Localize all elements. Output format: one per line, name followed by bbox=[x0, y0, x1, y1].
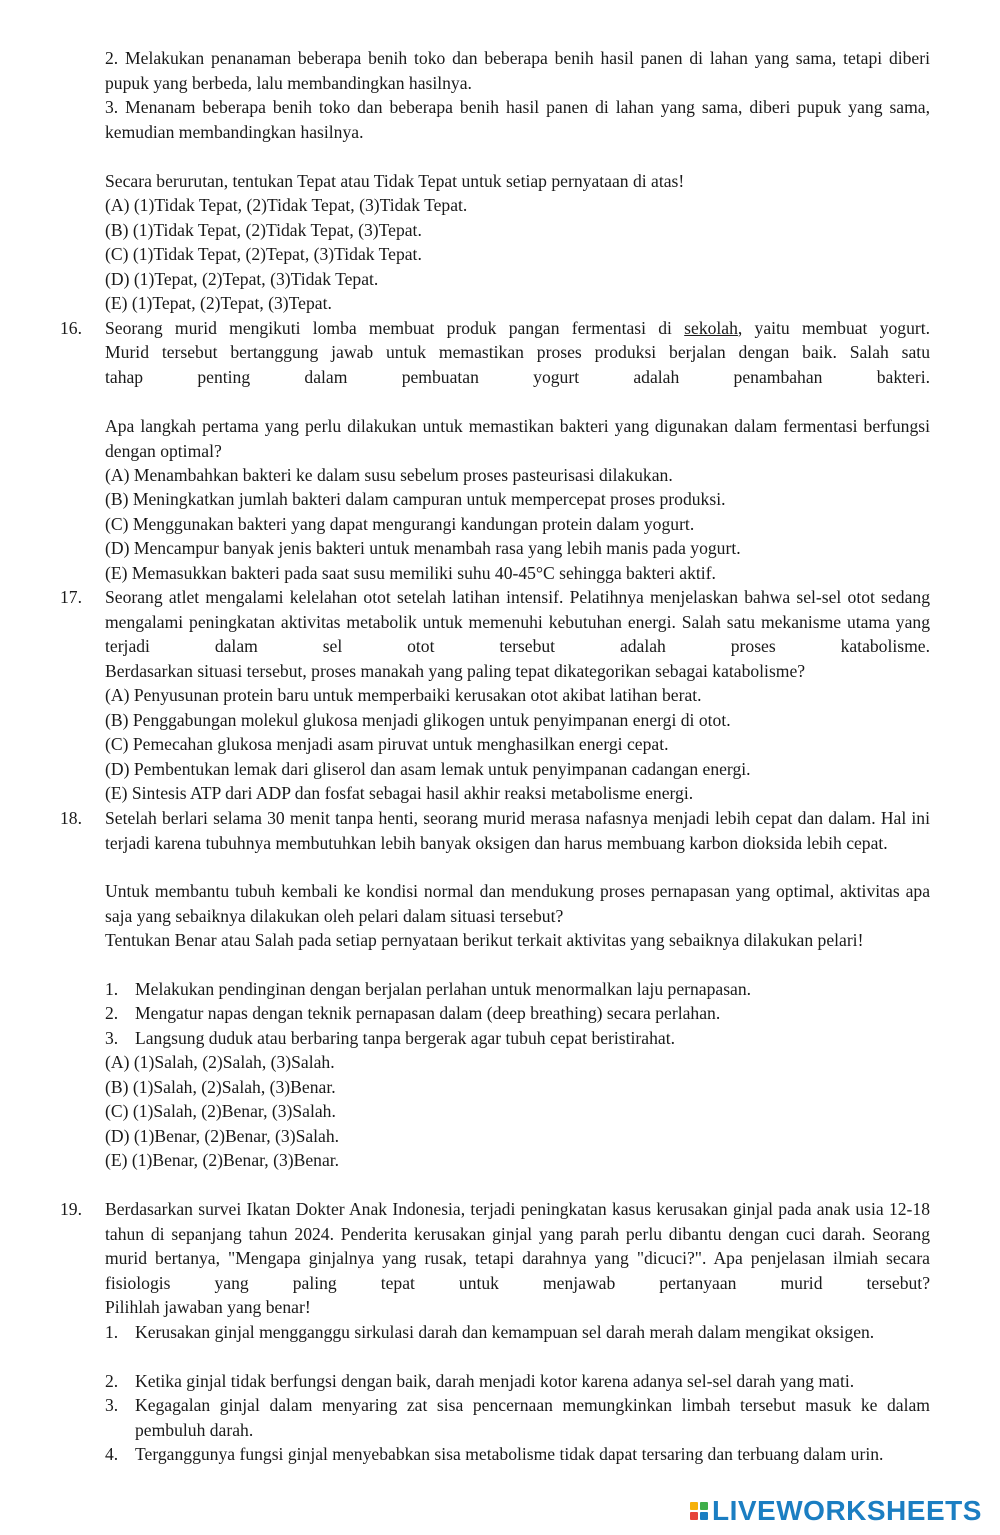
q16-stem-line2: Murid tersebut bertanggung jawab untuk memastikan proses produksi berjalan dengan baik. Salah satu bbox=[105, 342, 930, 362]
liveworksheets-logo-icon bbox=[690, 1502, 708, 1520]
q18-statement-2: Mengatur napas dengan teknik pernapasan dalam (deep breathing) secara perlahan. bbox=[135, 1003, 721, 1023]
prev-option-a: (A) (1)Tidak Tepat, (2)Tidak Tepat, (3)Tidak Tepat. bbox=[105, 195, 468, 215]
q18-number: 18. bbox=[60, 808, 82, 828]
q19-choice-1-number: 1. bbox=[105, 1322, 119, 1342]
q18-option-d: (D) (1)Benar, (2)Benar, (3)Salah. bbox=[105, 1126, 340, 1146]
prev-statement-2: 2. Melakukan penanaman beberapa benih toko dan beberapa benih hasil panen di lahan yang sama, tetapi diberi pupuk yang berbeda, lalu membandingkan hasilnya. bbox=[105, 48, 930, 93]
q18-option-b: (B) (1)Salah, (2)Salah, (3)Benar. bbox=[105, 1077, 336, 1097]
q19-choice-2-number: 2. bbox=[105, 1371, 119, 1391]
q16-stem-line1 bbox=[105, 316, 930, 341]
q17-number: 17. bbox=[60, 587, 82, 607]
q19-stem: Berdasarkan survei Ikatan Dokter Anak Indonesia, terjadi peningkatan kasus kerusakan ginjal pada anak usia 12-18 tahun di sepanjang tahun 2024. Penderita kerusakan ginjal yang parah perlu dibantu dengan cuci darah. Seorang murid bertanya, "Mengapa ginjalnya yang rusak, tetapi darahnya yang "dicuci?". Apa penjelasan ilmiah secara fisiologis yang paling tepat untuk menjawab pertanyaan murid tersebut? bbox=[105, 1199, 930, 1293]
q18-statement-1-number: 1. bbox=[105, 979, 119, 999]
liveworksheets-logo-text: LIVEWORKSHEETS bbox=[712, 1495, 982, 1526]
q17-option-c: (C) Pemecahan glukosa menjadi asam piruvat untuk menghasilkan energi cepat. bbox=[105, 734, 669, 754]
prev-option-e: (E) (1)Tepat, (2)Tepat, (3)Tepat. bbox=[105, 293, 332, 313]
q17-option-e: (E) Sintesis ATP dari ADP dan fosfat sebagai hasil akhir reaksi metabolisme energi. bbox=[105, 783, 694, 803]
q17-question: Berdasarkan situasi tersebut, proses manakah yang paling tepat dikategorikan sebagai katabolisme? bbox=[105, 661, 806, 681]
q19-choice-4: Terganggunya fungsi ginjal menyebabkan sisa metabolisme tidak dapat tersaring dan terbuang dalam urin. bbox=[135, 1444, 884, 1464]
q18-statement-3-number: 3. bbox=[105, 1028, 119, 1048]
logo-block-1 bbox=[690, 1502, 698, 1510]
q16-text-before: Seorang murid mengikuti lomba membuat produk pangan fermentasi di bbox=[105, 318, 685, 338]
logo-block-2 bbox=[700, 1502, 708, 1510]
q18-stem: Setelah berlari selama 30 menit tanpa henti, seorang murid merasa nafasnya menjadi lebih cepat dan dalam. Hal ini terjadi karena tubuhnya membutuhkan lebih banyak oksigen dan harus membuang karbon dioksida lebih cepat. bbox=[105, 808, 930, 853]
q16-option-b: (B) Meningkatkan jumlah bakteri dalam campuran untuk mempercepat proses produksi. bbox=[105, 489, 726, 509]
prev-question: Secara berurutan, tentukan Tepat atau Tidak Tepat untuk setiap pernyataan di atas! bbox=[105, 171, 685, 191]
q16-option-d: (D) Mencampur banyak jenis bakteri untuk menambah rasa yang lebih manis pada yogurt. bbox=[105, 538, 741, 558]
prev-statement-3: 3. Menanam beberapa benih toko dan beberapa benih hasil panen di lahan yang sama, diberi pupuk yang sama, kemudian membandingkan hasilnya. bbox=[105, 97, 930, 142]
liveworksheets-logo[interactable] bbox=[690, 1496, 982, 1526]
q18-paragraph-2: Untuk membantu tubuh kembali ke kondisi normal dan mendukung proses pernapasan yang optimal, aktivitas apa saja yang sebaiknya dilakukan oleh pelari dalam situasi tersebut? bbox=[105, 881, 930, 926]
q18-statement-1: Melakukan pendinginan dengan berjalan perlahan untuk menormalkan laju pernapasan. bbox=[135, 979, 752, 999]
q19-choice-4-number: 4. bbox=[105, 1444, 119, 1464]
q16-option-c: (C) Menggunakan bakteri yang dapat mengurangi kandungan protein dalam yogurt. bbox=[105, 514, 695, 534]
q17-option-b: (B) Penggabungan molekul glukosa menjadi glikogen untuk penyimpanan energi di otot. bbox=[105, 710, 731, 730]
logo-block-4 bbox=[700, 1512, 708, 1520]
q18-statement-2-number: 2. bbox=[105, 1003, 119, 1023]
q16-number: 16. bbox=[60, 318, 82, 338]
q16-underlined-word: sekolah bbox=[684, 318, 738, 338]
q19-choice-3-number: 3. bbox=[105, 1395, 119, 1415]
q18-statement-3: Langsung duduk atau berbaring tanpa bergerak agar tubuh cepat beristirahat. bbox=[135, 1028, 675, 1048]
prev-option-d: (D) (1)Tepat, (2)Tepat, (3)Tidak Tepat. bbox=[105, 269, 379, 289]
q19-instruction: Pilihlah jawaban yang benar! bbox=[105, 1297, 311, 1317]
q19-choice-3: Kegagalan ginjal dalam menyaring zat sisa pencernaan memungkinkan limbah tersebut masuk ke dalam pembuluh darah. bbox=[135, 1395, 930, 1440]
q17-stem: Seorang atlet mengalami kelelahan otot setelah latihan intensif. Pelatihnya menjelaskan bahwa sel-sel otot sedang mengalami peningkatan aktivitas metabolik untuk memenuhi kebutuhan energi. Salah satu mekanisme utama yang terjadi dalam sel otot tersebut adalah proses katabolisme. bbox=[105, 587, 930, 657]
q18-option-c: (C) (1)Salah, (2)Benar, (3)Salah. bbox=[105, 1101, 336, 1121]
q19-choice-1: Kerusakan ginjal mengganggu sirkulasi darah dan kemampuan sel darah merah dalam mengikat oksigen. bbox=[135, 1322, 875, 1342]
q18-paragraph-3: Tentukan Benar atau Salah pada setiap pernyataan berikut terkait aktivitas yang sebaiknya dilakukan pelari! bbox=[105, 930, 864, 950]
q16-option-a: (A) Menambahkan bakteri ke dalam susu sebelum proses pasteurisasi dilakukan. bbox=[105, 465, 673, 485]
q17-option-d: (D) Pembentukan lemak dari gliserol dan asam lemak untuk penyimpanan cadangan energi. bbox=[105, 759, 751, 779]
q16-stem-line3: tahap penting dalam pembuatan yogurt adalah penambahan bakteri. bbox=[105, 367, 930, 387]
prev-option-c: (C) (1)Tidak Tepat, (2)Tepat, (3)Tidak Tepat. bbox=[105, 244, 422, 264]
q19-number: 19. bbox=[60, 1199, 82, 1219]
q16-option-e: (E) Memasukkan bakteri pada saat susu memiliki suhu 40-45°C sehingga bakteri aktif. bbox=[105, 563, 716, 583]
logo-block-3 bbox=[690, 1512, 698, 1520]
q16-text-after: , yaitu membuat yogurt. bbox=[737, 318, 931, 338]
prev-option-b: (B) (1)Tidak Tepat, (2)Tidak Tepat, (3)Tepat. bbox=[105, 220, 422, 240]
q17-option-a: (A) Penyusunan protein baru untuk memperbaiki kerusakan otot akibat latihan berat. bbox=[105, 685, 702, 705]
q16-question: Apa langkah pertama yang perlu dilakukan untuk memastikan bakteri yang digunakan dalam fermentasi berfungsi dengan optimal? bbox=[105, 416, 930, 461]
q18-option-a: (A) (1)Salah, (2)Salah, (3)Salah. bbox=[105, 1052, 335, 1072]
q19-choice-2: Ketika ginjal tidak berfungsi dengan baik, darah menjadi kotor karena adanya sel-sel darah yang mati. bbox=[135, 1371, 855, 1391]
q18-option-e: (E) (1)Benar, (2)Benar, (3)Benar. bbox=[105, 1150, 340, 1170]
